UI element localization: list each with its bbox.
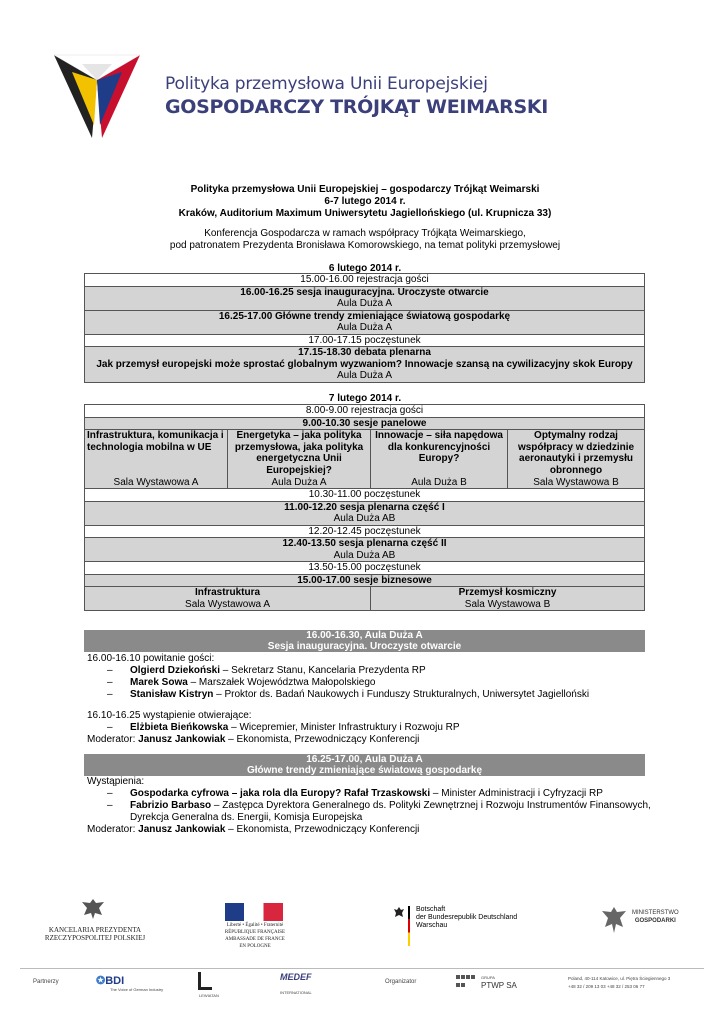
german-eagle-icon: [393, 906, 405, 918]
botschaft-logo-text: Botschaft der Bundesrepublik Deutschland Warschau: [416, 906, 518, 929]
day1-title: 6 lutego 2014 r.: [328, 263, 402, 274]
day2-break3: 13.50-15.00 poczęstunek: [85, 562, 645, 575]
session2-moderator: Moderator: Janusz Jankowiak – Ekonomista, Przewodniczący Konferencji: [87, 824, 420, 835]
partnerzy-label: Partnerzy: [33, 979, 59, 985]
day2-break1: 10.30-11.00 poczęstunek: [85, 489, 645, 502]
day1-trends: 16.25-17.00 Główne trendy zmieniające światową gospodarkę Aula Duża A: [85, 310, 645, 334]
day1-inauguration: 16.00-16.25 sesja inauguracyjna. Uroczyste otwarcie Aula Duża A: [85, 286, 645, 310]
intro-desc1: Konferencja Gospodarcza w ramach współpracy Trójkąta Weimarskiego,: [204, 228, 526, 239]
ministry-eagle-icon: [600, 905, 628, 935]
day1-schedule-table: [84, 273, 645, 383]
medef-label: INTERNATIONAL: [280, 990, 312, 995]
ptwp-logo-icon: [456, 975, 476, 989]
day2-registration: 8.00-9.00 rejestracja gości: [85, 405, 645, 418]
day2-break2: 12.20-12.45 poczęstunek: [85, 525, 645, 538]
speaker-item: – Fabrizio Barbaso – Zastępca Dyrektora Generalnego ds. Polityki Zewnętrznej i Rozwoju Instrumentów Finansowych,: [107, 800, 651, 811]
header-title: Polityka przemysłowa Unii Europejskiej: [165, 74, 488, 94]
day1-break: 17.00-17.15 poczęstunek: [85, 334, 645, 347]
header-subtitle: GOSPODARCZY TRÓJKĄT WEIMARSKI: [165, 96, 549, 118]
footer-divider: [20, 968, 704, 969]
medef-logo: MEDEF: [280, 972, 312, 982]
intro-desc2: pod patronatem Prezydenta Bronisława Komorowskiego, na temat polityki przemysłowej: [169, 240, 561, 251]
day2-panels: 9.00-10.30 sesje panelowe: [85, 417, 645, 430]
intro-title: Polityka przemysłowa Unii Europejskiej – gospodarczy Trójkąt Weimarski: [190, 184, 540, 195]
bdi-logo: ✪BDI: [96, 975, 125, 987]
kancelaria-logo-text: KANCELARIA PREZYDENTA RZECZYPOSPOLITEJ POLSKIEJ: [44, 926, 146, 942]
speaker-item: – Olgierd Dziekoński – Sekretarz Stanu, Kancelaria Prezydenta RP: [107, 665, 426, 676]
session1-moderator: Moderator: Janusz Jankowiak – Ekonomista, Przewodniczący Konferencji: [87, 734, 420, 745]
speaker-item: – Stanisław Kistryn – Proktor ds. Badań Naukowych i Funduszy Strukturalnych, Uniwersytet Jagielloński: [107, 689, 590, 700]
german-flag-stripe: [408, 906, 410, 946]
organizer-phones: +48 32 / 209 13 03 +48 32 / 253 06 77: [568, 984, 645, 989]
ptwp-logo-text: PTWP SA: [481, 981, 517, 990]
polish-eagle-icon: [80, 897, 106, 921]
session2-label: Wystąpienia:: [87, 776, 145, 787]
day2-business: 15.00-17.00 sesje biznesowe: [85, 574, 645, 587]
weimar-triangle-logo: [52, 50, 142, 140]
intro-date: 6-7 lutego 2014 r.: [324, 196, 406, 207]
panel-innovation: Innowacje – siła napędowa dla konkurencyjności Europy? Aula Duża B: [371, 430, 508, 489]
panel-aeronautics: Optymalny rodzaj współpracy w dziedzinie aeronautyki i przemysłu obronnego Sala Wystawowa B: [508, 430, 645, 489]
session1-opening: 16.10-16.25 wystąpienie otwierające:: [87, 710, 252, 721]
intro-venue: Kraków, Auditorium Maximum Uniwersytetu Jagiellońskiego (ul. Krupnicza 33): [178, 208, 552, 219]
organizer-address: Poland, 40-114 Katowice, ul. Piętra Ściegiennego 3: [568, 976, 671, 981]
ambassade-logo-text: Liberté • Égalité • Fraternité RÉPUBLIQUE FRANÇAISE AMBASSADE DE FRANCE EN POLOGNE: [224, 923, 286, 949]
day2-schedule-table: [84, 404, 645, 611]
bdi-tagline: The Voice of German Industry: [110, 987, 164, 992]
organizator-label: Organizator: [385, 979, 417, 985]
french-flag-icon: [225, 903, 283, 921]
day1-debate: 17.15-18.30 debata plenarna Jak przemysł europejski może sprostać globalnym wyzwaniom? Innowacje szansą na cywilizacyjny skok Europy Aula Duża A: [85, 347, 645, 383]
panel-infrastructure: Infrastruktura, komunikacja i technologia mobilna w UE Sala Wystawowa A: [85, 430, 228, 489]
speaker-item: – Elżbieta Bieńkowska – Wicepremier, Minister Infrastruktury i Rozwoju RP: [107, 722, 460, 733]
session2-header: 16.25-17.00, Aula Duża A Główne trendy zmieniające światową gospodarkę: [84, 754, 645, 776]
ptwp-grupa: GRUPA: [481, 975, 495, 980]
day1-registration: 15.00-16.00 rejestracja gości: [85, 274, 645, 287]
speaker-item: – Marek Sowa – Marszałek Województwa Małopolskiego: [107, 677, 376, 688]
speaker-item-cont: Dyrekcja Generalna ds. Energii, Komisja Europejska: [130, 812, 363, 823]
panel-energy: Energetyka – jaka polityka przemysłowa, jaka polityka energetyczna Unii Europejskiej? Aula Duża A: [228, 430, 371, 489]
lewiatan-label: LEWIATAN: [199, 993, 219, 998]
session1-welcome: 16.00-16.10 powitanie gości:: [87, 653, 215, 664]
business-space: Przemysł kosmiczny Sala Wystawowa B: [371, 587, 645, 611]
business-infrastructure: Infrastruktura Sala Wystawowa A: [85, 587, 371, 611]
lewiatan-logo-icon: [198, 972, 212, 990]
day2-plenary2: 12.40-13.50 sesja plenarna część II Aula Duża AB: [85, 538, 645, 562]
ministerstwo-logo-text: MINISTERSTWO GOSPODARKI: [632, 910, 679, 924]
speaker-item: – Gospodarka cyfrowa – jaka rola dla Europy? Rafał Trzaskowski – Minister Administracji i Cyfryzacji RP: [107, 788, 603, 799]
day2-plenary1: 11.00-12.20 sesja plenarna część I Aula Duża AB: [85, 501, 645, 525]
session1-header: 16.00-16.30, Aula Duża A Sesja inauguracyjna. Uroczyste otwarcie: [84, 630, 645, 652]
day2-title: 7 lutego 2014 r.: [328, 393, 402, 404]
